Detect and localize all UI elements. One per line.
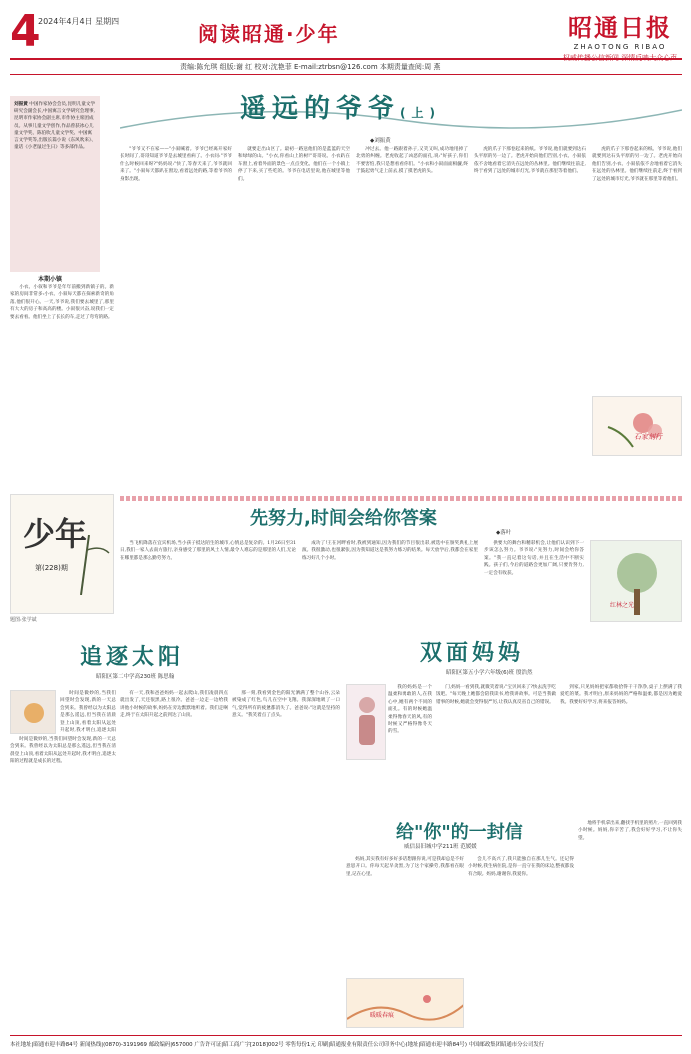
author-name: 刘振黄 (14, 102, 28, 107)
girl-sketch (347, 685, 386, 760)
masthead-name: 昭通日报 (568, 13, 672, 42)
article2-byline: ◆落叶 (496, 530, 512, 536)
editor-credits: 责编:陈允琪 组版:谢 红 校对:沈艳菲 E-mail:ztrbsn@126.com 本期责量查阅:周 燕 (180, 63, 441, 71)
page-header (10, 8, 682, 70)
page-number: 4 (10, 6, 41, 57)
author-bio-text: 中国作家协会会员,昆明儿童文学研究会副会长,中国寓言文学研究会理事,昆明市作家协会副主席,市作协主席团成员。从事儿童文学创作,作品曾获冰心儿童文学奖、陈伯吹儿童文学奖、中国寓言文学奖等,出版长篇小说《东风吹来》、童话《小老鼠过生日》等多部作品。 (14, 102, 96, 151)
article2-caption: 红林之光 (610, 602, 635, 609)
article5-painting (346, 978, 464, 1028)
bamboo-art (71, 535, 111, 595)
article4-column-3 (560, 684, 682, 810)
intro-label: 本期小镇 (38, 276, 63, 283)
article1-title-suffix: (上) (400, 106, 441, 120)
masthead-pinyin: ZHAOTONG RIBAO (573, 43, 667, 51)
paragraph: 有一天,我和爸爸妈妈一起去爬山,我们凌晨四点就出发了,天还很黑,路上很冷。爸爸一边走一边给我讲他小时候的故事,妈妈在旁边默默地听着。我们走啊走,终于在太阳升起之前到达了山顶。 (120, 691, 228, 719)
paragraph: 当飞机降落在宜宾机场,当小孩子抵达陌生的城市,心情总是复杂的。1月26日至31日,我们一家人去南方旅行,亲身感受了那里的风土人情,最令人难忘的是那里的人们,无论在哪里都是那么勤劳努力。 (120, 541, 296, 561)
paragraph: 就要走出山区了。最初一路送他们的是蓝蓝的天空和绿绿的山。"小衣,你看山上的树!"哥哥说。小衣趴在车窗上,看着外面的景色一点点变化。他们在一个小镇上停了下来,买了些吃的。爷爷在电话里说,他在城里等他们。 (238, 147, 350, 182)
article5-caption: 暖暖春痕 (370, 1012, 395, 1019)
article4-byline: 昭阳区第五小学六年级(6)班 殷浩然 (446, 670, 533, 676)
article5-column-1 (346, 856, 464, 976)
paragraph: 供要大的舞台和精彩机会,让他们认识到下一步该怎么努力。爷爷说:"先努力,时间会给你答案。"我一直记着这句话,并且在生活中不断实践。孩子们,今后的道路会更加广阔,只要肯努力,一定会有收获。 (484, 541, 584, 576)
article1-column-6 (592, 146, 682, 396)
page-footer: 本社地址|昭通市迎丰路84号 新闻热线|(0870)-3191969 邮政编码|657000 广告许可证|昭工商广字[2018]002号 零售每份1元 印刷|昭通报业有限责任公司印务中心(地址|昭通市迎丰路84号) 中国邮政集团昭通市分公司发行 (10, 1035, 682, 1048)
paragraph: 时间是微妙的,当我们回望时会发现,新的一天总会到来。我曾经以为太阳总是那么遥远,但当我在清晨登上山顶,看着太阳从远处升起时,我才明白,追逐太阳的过程就是成长的过程。 (10, 737, 116, 765)
article3-photo (10, 690, 56, 734)
article2-column-3 (484, 540, 584, 630)
article3-column-2 (120, 690, 228, 1028)
header-divider (10, 58, 682, 60)
flower-painting-art (593, 397, 682, 456)
article4-column-1 (388, 684, 432, 766)
sun-icon (11, 691, 56, 734)
bamboo-stalk (81, 535, 89, 595)
article3-column-3 (232, 690, 340, 1028)
article4-photo (346, 684, 386, 760)
article1-column-1 (10, 284, 114, 490)
article1-title-text: 遥远的爷爷 (240, 94, 401, 124)
branch-line (347, 1004, 464, 1020)
article2-decor-bar (120, 496, 682, 501)
article4-column-2 (436, 684, 556, 810)
article2-painting (590, 540, 682, 622)
article1-byline: ◆刘振黄 (370, 138, 391, 144)
article2-column-1 (120, 540, 296, 630)
article5-title: 给"你"的一封信 (396, 822, 523, 843)
issue-date: 2024年4月4日 星期四 (38, 17, 120, 26)
paragraph: 成功了!王在河畔看时,我被到通知,因为我们的节目很出彩,被选中在颁奖典礼上展演。我很激动,也很紧张,因为我知道这是我努力练习的结果。每天放学后,我都会在家里练习好几个小时。 (302, 541, 478, 561)
article3-column-1 (10, 736, 116, 1028)
author-bio (10, 96, 100, 272)
flower-stem (608, 427, 633, 447)
illustration-credit: 题图:张学斌 (10, 617, 37, 623)
issue-number: 第(228)期 (35, 564, 68, 572)
article3-column-1a (60, 690, 116, 734)
spring-art (347, 979, 464, 1028)
paragraph: 虎的爪子下那卷起来的纸。爷爷说,他们就要到达石头平原的另一边了。老虎开始向他们告别,小衣、小叙依依不舍地看着它消失在远处的丛林里。他们继续往前走,终于看到了远处的城市灯光,爷爷就在那里等着他们。 (592, 147, 682, 182)
blossom (423, 995, 431, 1003)
paragraph: 小衣、小叙和爷爷是年年前搬到新镇子的。新家的房间非常多:小衣、小叙每天都在探索新奇的角落,他们很开心。一天,爷爷说,我们要去城里了,那里有大大的房子和高高的楼。小叙很兴奋,说我们一定要去看看。他们坐上了长长的车,走过了弯弯的路。 (10, 285, 114, 320)
article2-column-2 (302, 540, 478, 630)
paragraph: 地将手机拿出来,翻找手机里的照片,一直回到我小时候。妈妈,你辛苦了,我会好好学习,不让你失望。 (578, 821, 682, 841)
painting-caption: 石家刻行 (634, 433, 662, 441)
header-divider-thin (10, 74, 682, 75)
paragraph: 时间是微妙的,当我们回望时会发现,新的一天总会到来。我曾经以为太阳总是那么遥远,但当我在清晨登上山顶,看着太阳从远处升起时,我才明白,追逐太阳 (60, 691, 116, 734)
bamboo-leaf (87, 548, 109, 553)
article1-column-2 (120, 146, 232, 490)
paragraph: 门,妈妈一看到我,就微笑着说:"宝贝回来了?快去洗手吃饭吧。"每天晚上她都会陪我读书,给我讲故事。可是当我做错事的时候,她就会变得很严厉,让我认真反省自己的错误。 (436, 685, 556, 705)
article3-byline: 昭阳区第二中学高230班 陈思翰 (96, 674, 175, 680)
paragraph: 妈妈,其实我有好多好多话想跟你说,可是我却总是不好意思开口。你每天起早贪黑,为了这个家操劳,我都看在眼里,记在心里。 (346, 857, 464, 877)
article5-column-3 (578, 820, 682, 1028)
figure-head (359, 697, 375, 713)
paragraph: 冲过去。他一路跟着孙子,又笑又叫,成功地甩掉了北勇的纠缠。老虎收起了凶恶的面孔,说:"好孩子,你们不要害怕,我只是想看看你们。"小衣和小叙面面相觑,终于鼓起勇气走上前去,摸了摸老虎的头。 (356, 147, 468, 175)
article5-column-2 (468, 856, 574, 1028)
flower-painting (592, 396, 682, 456)
figure-body (359, 715, 375, 745)
article1-column-4 (356, 146, 468, 490)
paragraph: 虎的爪子下那卷起来的纸。爷爷说,他们就要到达石头平原的另一边了。老虎开始向他们告别,小衣、小叙依依不舍地看着它消失在远处的丛林里。他们继续往前走,终于看到了远处的城市灯光,爷爷就在那里等着他们。 (474, 147, 586, 175)
paragraph: 那一刻,我看到金色的阳光洒满了整个山谷,云朵被染成了红色,鸟儿在空中飞翔。我深深地吸了一口气,觉得所有的疲惫都消失了。爸爸说:"这就是坚持的意义。"我笑着点了点头。 (232, 691, 340, 719)
tree-trunk (634, 589, 640, 615)
masthead (558, 8, 682, 63)
section-title: 阅读昭通·少年 (198, 22, 340, 46)
article1-column-3 (238, 146, 350, 490)
tree-canopy (617, 553, 657, 593)
article4-title: 双面妈妈 (420, 641, 525, 666)
article1-title (240, 88, 441, 125)
illustration-title: 少年 (23, 515, 88, 553)
article3-title: 追逐太阳 (80, 645, 185, 670)
sun-disc (24, 703, 44, 723)
article1-column-5 (474, 146, 586, 396)
paragraph: "爷爷又不在家——"小叙喊着。爷爷已经离开家好长时间了,哥哥知道爷爷是去城里看病了。小衣问:"爷爷什么时候回来呀?"妈妈说:"快了,等春天来了,爷爷就回来了。"小叙每天都趴在窗边,看着远处的路,等着爷爷的身影出现。 (120, 147, 232, 182)
article2-title: 先努力,时间会给你答案 (250, 508, 437, 529)
title-illustration (10, 494, 114, 614)
paragraph: 我的妈妈是一个温柔和勇敢的人,在我心中,她有两个不同的面孔。有的时候她温柔得像春天的风,有的时候又严格得像冬天的雪。 (388, 685, 432, 735)
article5-byline: 威信县旧城中学211班 范媛媛 (404, 844, 477, 850)
tree-art (591, 541, 682, 622)
paragraph: 会儿不高兴了,我只能独自在那儿生气。还记得小时候,我生病住院,是你一直守在我的床边,整夜都没有合眼。妈妈,谢谢你,我爱你。 (468, 857, 574, 877)
paragraph: 到家,只见妈妈把家都收拾得干干净净,桌子上摆满了我爱吃的菜。我才明白,原来妈妈的严格和温柔,都是因为她爱我。我要好好学习,将来报答妈妈。 (560, 685, 682, 705)
